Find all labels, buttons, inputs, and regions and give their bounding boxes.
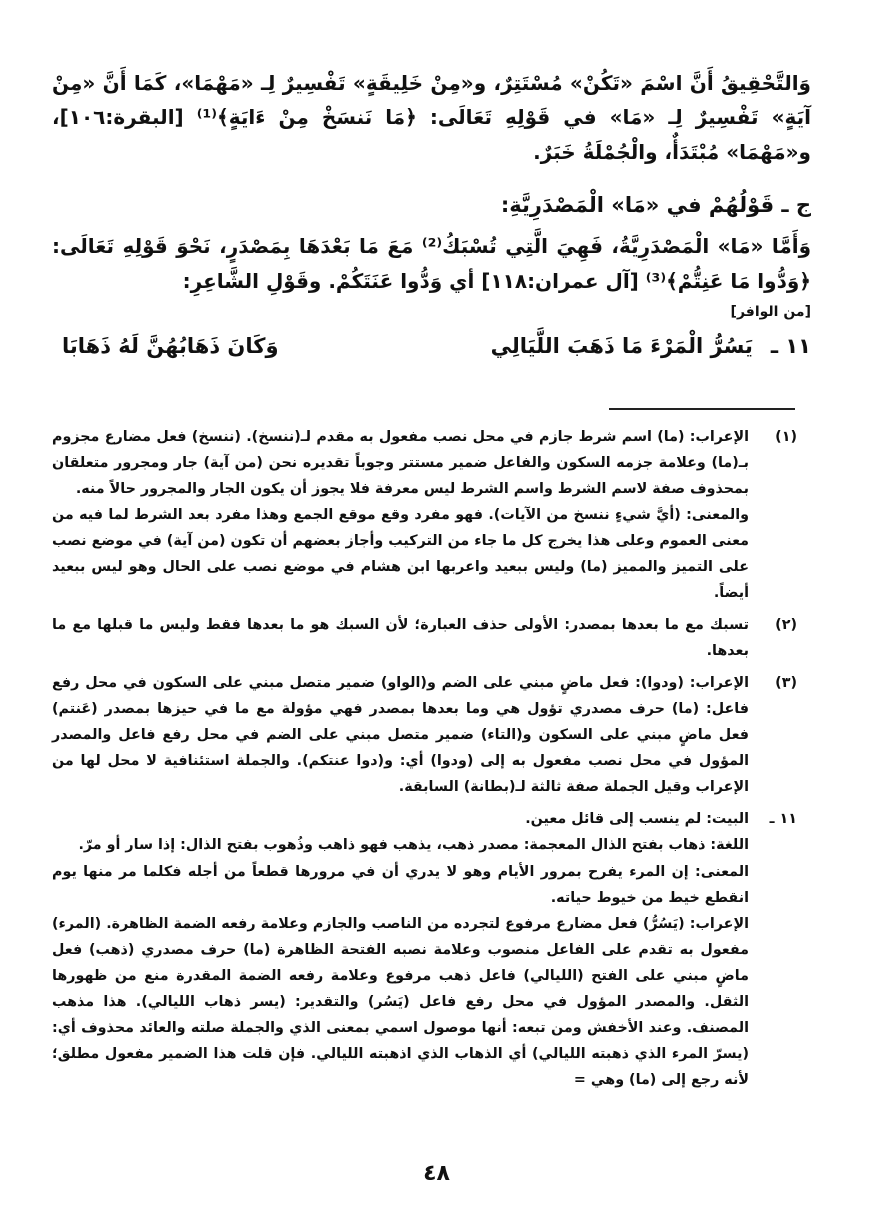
footnote-number: (١) (775, 429, 797, 446)
footnote-irab: الإعراب: (يَسُرُّ) فعل مضارع مرفوع لتجرده من الناصب والجازم وعلامة رفعه الضمة الظاهرة. (المرء) مفعول به تقدم على الفاعل منصوب وعلامة نصبه الفتحة الظاهرة (ما) حرف مصدري (ذهب) فعل ماضٍ مبني على الفتح (الليالي) فاعل ذهب مرفوع وعلامة رفعه الضمة المقدرة منع من ظهورها الثقل. والمصدر المؤول في محل رفع فاعل (يَسُر) والتقدير: (يسر ذهاب الليالي). هذا مذهب المصنف. وعند الأخفش ومن تبعه: أنها موصول اسمي بمعنى الذي والجملة صلته والعائد محذوف أي: (يسرّ المرء الذي ذهبته الليالي) أي الذهاب الذي اذهبته الليالي. فإن قلت هذا الضمير مفعول مطلق؛ لأنه رجع إلى (ما) وهي = (52, 915, 749, 1088)
footnote-text: الإعراب: (ودوا): فعل ماضٍ مبني على الضم و(الواو) ضمير متصل مبني على السكون في محل رفع فاعل: (ما) حرف مصدري تؤول هي وما بعدها بمصدر فهي مؤولة مع ما في حيزها بمصدر (عَنتم) فعل ماضٍ مبني على السكون و(التاء) ضمير متصل مبني على الضم في محل رفع فاعل والمصدر المؤول في محل نصب مفعول به إلى (ودوا) أي: و(دوا عنتكم). والجملة استئنافية لا محل لها من الإعراب وقيل الجملة صفة ثالثة لـ(بطانة) السابقة. (52, 675, 749, 796)
footnote-text: تسبك مع ما بعدها بمصدر: الأولى حذف العبارة؛ لأن السبك هو ما بعدها فقط وليس ما قبلها مع ما بعدها. (52, 617, 749, 660)
paragraph-tahqiq: وَالتَّحْقِيقُ أَنَّ اسْمَ «تَكُنْ» مُسْتَتِرٌ، و«مِنْ خَلِيقَةٍ» تَفْسِيرٌ لِـ «مَهْمَا»، كَمَا أَنَّ «مِنْ آيَةٍ» تَفْسِيرٌ لِـ «مَا» في قَوْلِهِ تَعَالَى: ﴿مَا نَنسَخْ مِنْ ءَايَةٍ﴾⁽¹⁾ [البقرة:١٠٦]، و«مَهْمَا» مُبْتَدَأٌ، والْجُمْلَةُ خَبَرٌ. (52, 71, 811, 164)
footnote-verse-11 (52, 806, 811, 1092)
verse-second-hemistich: وَكَانَ ذَهَابُهُنَّ لَهُ ذَهَابَا (62, 334, 279, 359)
footnote-number: (٢) (775, 617, 797, 634)
footnote-text: البيت: لم ينسب إلى قائل معين. (525, 811, 749, 828)
verse-number: ١١ ـ (770, 334, 811, 359)
paragraph-ma-masdariyya: وَأَمَّا «مَا» الْمَصْدَرِيَّةُ، فَهِيَ الَّتِي تُسْبَكُ⁽²⁾ مَعَ مَا بَعْدَهَا بِمَصْدَرٍ، نَحْوَ قَوْلِهِ تَعَالَى: ﴿وَدُّوا مَا عَنِتُّمْ﴾⁽³⁾ [آل عمران:١١٨] أي وَدُّوا عَنَتَكُمْ. وقَوْلِ الشَّاعِرِ: (52, 234, 811, 293)
footnote-number: ١١ ـ (769, 811, 797, 828)
footnote-meaning: المعنى: إن المرء يفرح بمرور الأيام وهو لا يدري أن في مرورها قطعاً من أجله فكلما مر منها يوم انقطع خيط من خيوط حياته. (52, 863, 749, 906)
footnote-number: (٣) (775, 675, 797, 692)
main-text (52, 66, 811, 364)
footnote-text: الإعراب: (ما) اسم شرط جازم في محل نصب مفعول به مقدم لـ(ننسخ). (ننسخ) فعل مضارع مجزوم بـ(ما) وعلامة جزمه السكون والفاعل ضمير مستتر وجوباً تقديره نحن (من آية) جار ومجرور متعلقان بمحذوف صفة لاسم الشرط واسم الشرط ليس معرفة فلا يجوز أن يكون الجار والمجرور حالاً منه. (52, 429, 749, 498)
footnote-text: والمعنى: (أيَّ شيءٍ ننسخ من الآيات). فهو مفرد وقع موقع الجمع وهذا مفرد بعد الشرط لما فيه من معنى العموم وعلى هذا يخرج كل ما جاء من التركيب وأجاز بعضهم أن تكون (من آية) في موضع نصب على التميز والمميز (ما) وليس ببعيد واعربها ابن هشام في موضع نصب على الحال وهو ليس ببعيد أيضاً. (52, 507, 749, 602)
meter-label: [من الوافر] (730, 304, 811, 321)
footnotes (52, 424, 811, 1092)
footnote-language: اللغة: ذهاب بفتح الذال المعجمة: مصدر ذهب، يذهب فهو ذاهب وذُهوب بفتح الذال: إذا سار أو مرّ. (78, 837, 749, 854)
page-number: ٤٨ (423, 1161, 450, 1186)
section-heading: ج ـ قَوْلُهُمْ في «مَا» الْمَصْدَرِيَّةِ: (500, 193, 811, 218)
poetry-verse (52, 328, 811, 364)
verse-first-hemistich: يَسُرُّ الْمَرْءَ مَا ذَهَبَ اللَّيَالِي (490, 334, 753, 359)
footnote-2 (52, 612, 811, 664)
footnote-1 (52, 424, 811, 606)
footnote-separator (609, 408, 795, 410)
footnote-3 (52, 670, 811, 800)
